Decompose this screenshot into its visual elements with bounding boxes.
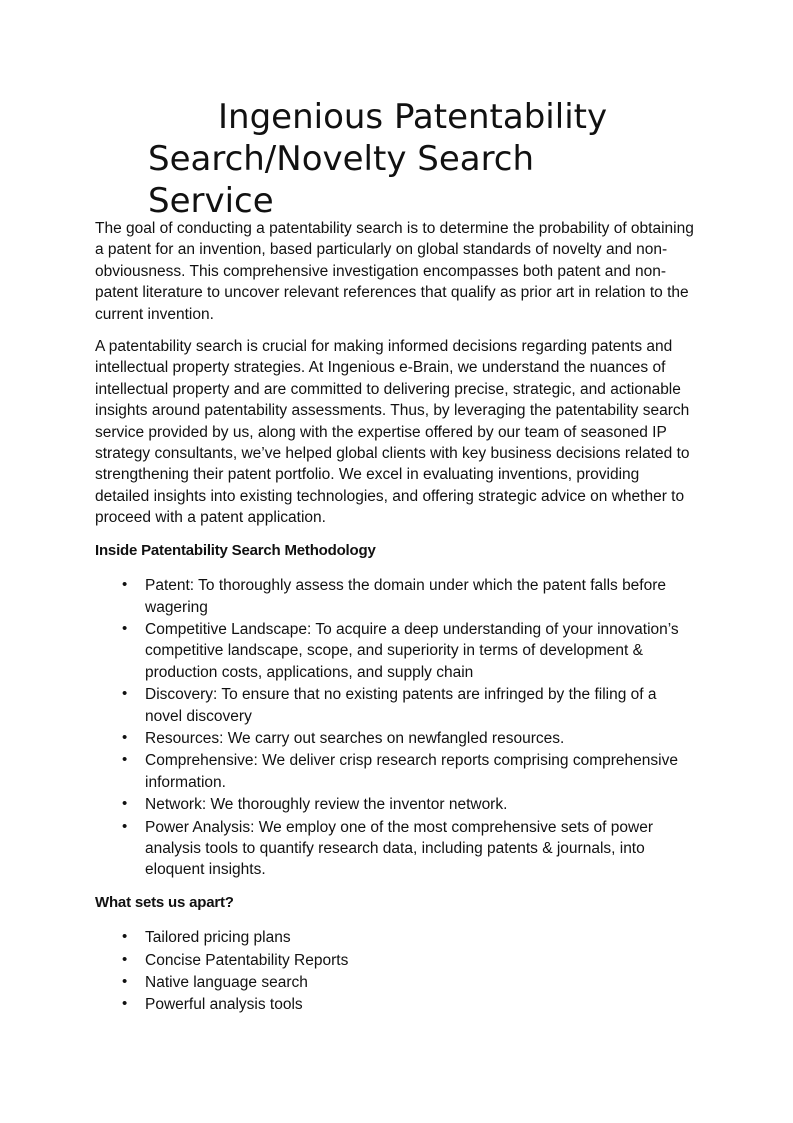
list-item: • Patent: To thoroughly assess the domain under which the patent falls before wagering — [145, 575, 695, 618]
page-title-line-1: Ingenious Patentability — [218, 97, 608, 137]
list-item: • Concise Patentability Reports — [145, 950, 695, 971]
methodology-bullet-list — [95, 575, 695, 881]
page-title — [148, 96, 695, 222]
list-item: • Powerful analysis tools — [145, 994, 695, 1015]
list-item: • Competitive Landscape: To acquire a deep understanding of your innovation’s competitive landscape, scope, and superiority in terms of development & production costs, applications, and supply chain — [145, 619, 695, 683]
list-item: • Discovery: To ensure that no existing patents are infringed by the filing of a novel discovery — [145, 684, 695, 727]
list-item: • Resources: We carry out searches on newfangled resources. — [145, 728, 695, 749]
page-title-line-3: Service — [148, 181, 274, 221]
intro-paragraph-1: The goal of conducting a patentability search is to determine the probability of obtaining a patent for an invention, based particularly on global standards of novelty and non-obviousness. This comprehensive investigation encompasses both patent and non-patent literature to uncover relevant references that qualify as prior art in relation to the current invention. — [95, 220, 694, 323]
section-heading-what-sets-us-apart: What sets us apart? — [95, 893, 234, 911]
list-item: • Native language search — [145, 972, 695, 993]
list-item: • Comprehensive: We deliver crisp research reports comprising comprehensive information. — [145, 750, 695, 793]
intro-paragraph-2: A patentability search is crucial for making informed decisions regarding patents and intellectual property strategies. At Ingenious e-Brain, we understand the nuances of intellectual property and are committed to delivering precise, strategic, and actionable insights around patentability assessments. Thus, by leveraging the patentability search service provided by us, along with the expertise offered by our team of seasoned IP strategy consultants, we’ve helped global clients with key business decisions related to strengthening their patent portfolio. We excel in evaluating inventions, providing detailed insights into existing technologies, and offering strategic advice on whether to proceed with a patent application. — [95, 338, 690, 527]
list-item: • Tailored pricing plans — [145, 927, 695, 948]
list-item: • Power Analysis: We employ one of the most comprehensive sets of power analysis tools to quantify research data, including patents & journals, into eloquent insights. — [145, 817, 695, 881]
list-item: • Network: We thoroughly review the inventor network. — [145, 794, 695, 815]
apart-bullet-list — [95, 927, 695, 1016]
page-title-line-2: Search/Novelty Search — [148, 139, 535, 179]
section-heading-methodology: Inside Patentability Search Methodology — [95, 541, 376, 559]
